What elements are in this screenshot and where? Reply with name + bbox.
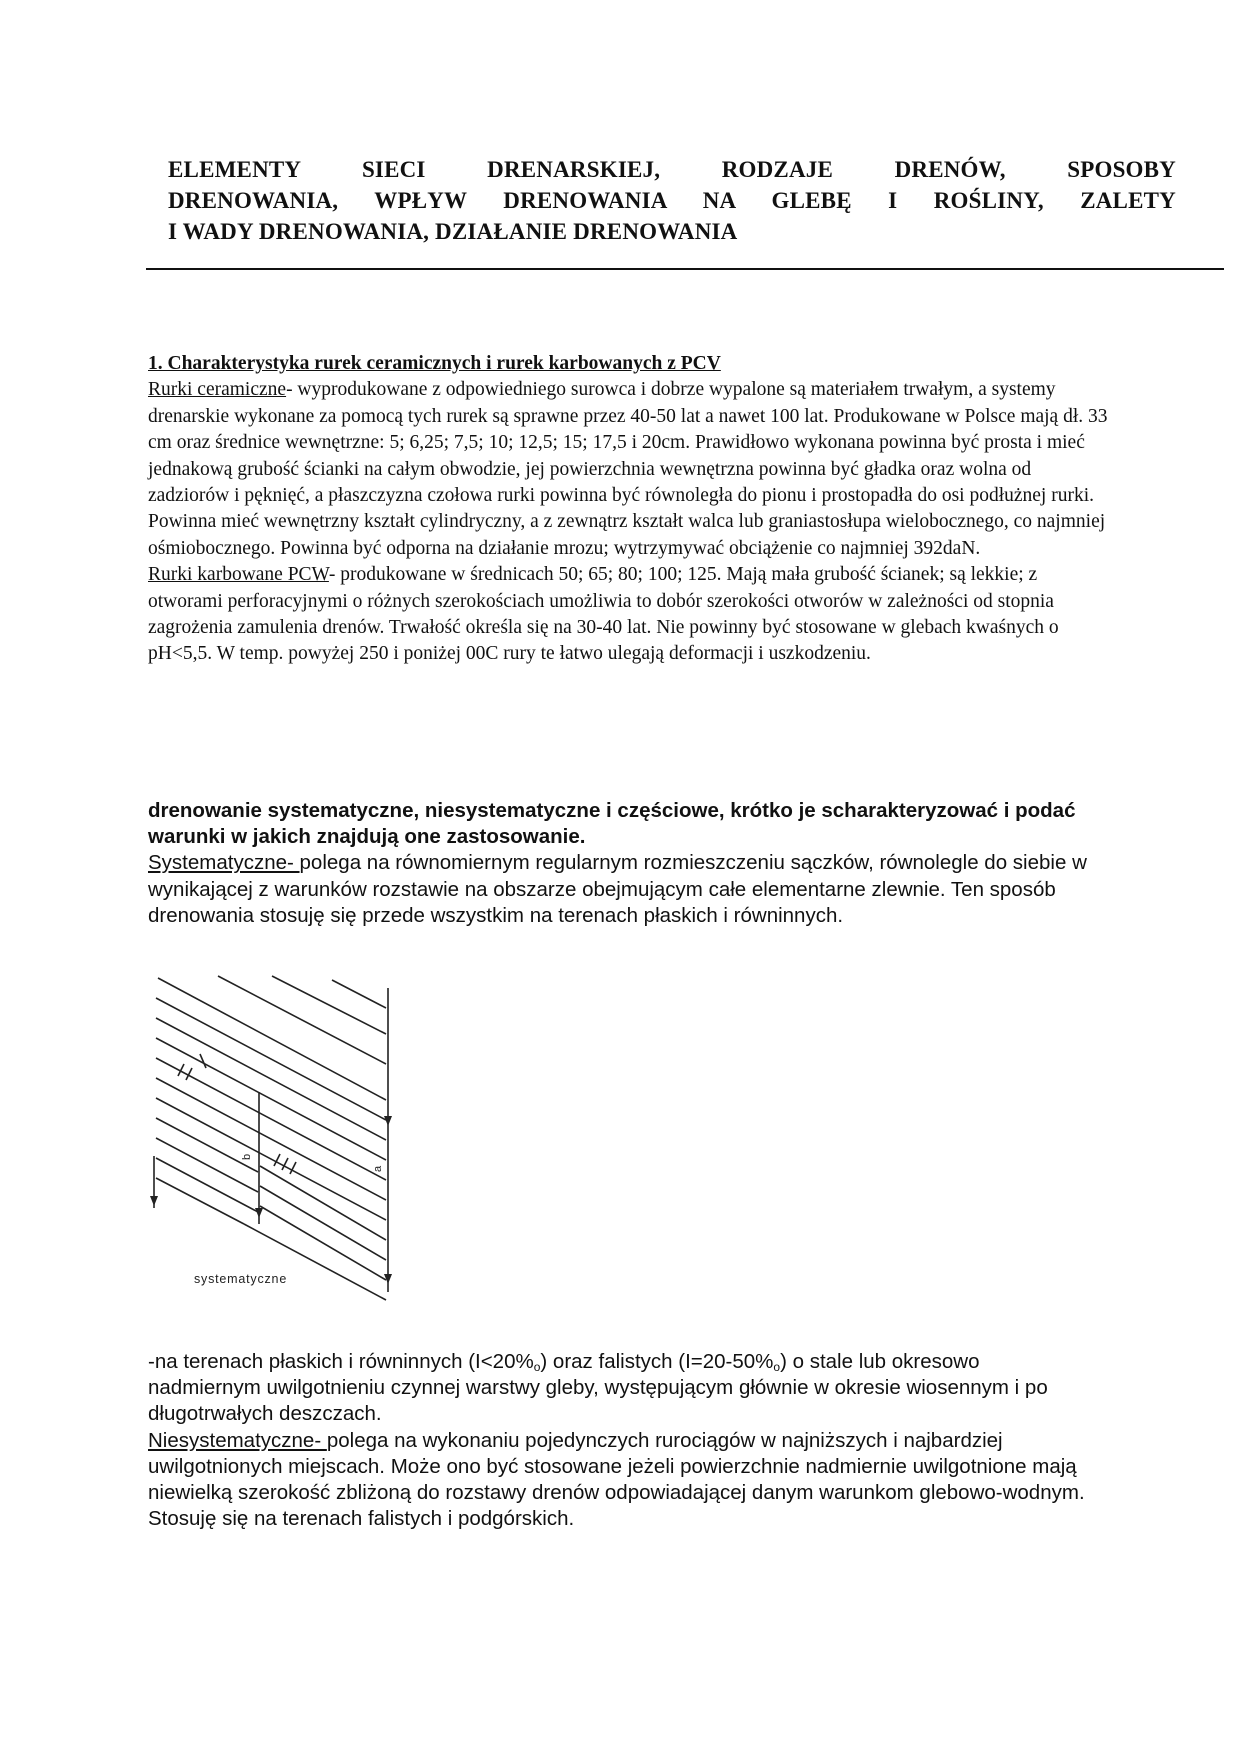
drainage-diagram <box>148 968 408 1318</box>
label-b: b <box>241 1153 253 1160</box>
arrow-down-1 <box>384 1116 392 1126</box>
pcw-term: Rurki karbowane PCW <box>148 564 329 586</box>
label-a: a <box>372 1165 384 1172</box>
systematic-term: Systematyczne- <box>148 851 300 875</box>
figure-caption: systematyczne <box>194 1272 288 1286</box>
systematic-drainage-figure <box>148 968 408 1318</box>
slope-text-3: ) o stale lub okresowo nadmiernym uwilgotnieniu czynnej warstwy gleby, występującym głównie w okresie wiosennym i po długotrwałych deszczach. <box>148 1350 1048 1426</box>
section-conditions <box>148 1349 1088 1532</box>
arrow-down-4 <box>150 1196 158 1206</box>
drainage-types-heading: drenowanie systematyczne, niesystematyczne i częściowe, krótko je scharakteryzować i podać warunki w jakich znajdują one zastosowanie. <box>148 799 1076 849</box>
nonsystematic-text: polega na wykonaniu pojedynczych rurociągów w najniższych i najbardziej uwilgotnionych miejscach. Może ono być stosowane jeżeli powierzchnie nadmiernie uwilgotnione mają niewielką szerokość zbliżoną do rozstawy drenów odpowiadającej danym warunkom glebowo-wodnym. Stosuję się na terenach falistych i podgórskich. <box>148 1428 1085 1531</box>
ceramic-term: Rurki ceramiczne <box>148 379 287 401</box>
section-pipes <box>148 351 1108 668</box>
ceramic-paragraph <box>148 377 1108 562</box>
pcw-paragraph <box>148 562 1108 668</box>
section-drainage-types <box>148 798 1088 929</box>
flow-arrows <box>150 1116 392 1284</box>
title-divider <box>146 268 1224 270</box>
section-pipes-heading: 1. Charakterystyka rurek ceramicznych i rurek karbowanych z PCV <box>148 353 721 374</box>
title-line-3: I WADY DRENOWANIA, DZIAŁANIE DRENOWANIA <box>168 219 738 244</box>
nonsystematic-term: Niesystematyczne- <box>148 1428 327 1452</box>
systematic-text: polega na równomiernym regularnym rozmieszczeniu sączków, równolegle do siebie w wynikającej z warunków rozstawie na obszarze obejmującym całe elementarne zlewnie. Ten sposób drenowania stosuję się przede wszystkim na terenach płaskich i równinnych. <box>148 851 1087 927</box>
ceramic-text: - wyprodukowane z odpowiedniego surowca i dobrze wypalone są materiałem trwałym, a systemy drenarskie wykonane za pomocą tych rurek są sprawne przez 40-50 lat a nawet 100 lat. Produkowane w Polsce mają dł. 33 cm oraz średnice wewnętrzne: 5; 6,25; 7,5; 10; 12,5; 15; 17,5 i 20cm. Prawidłowo wykonana powinna być prosta i mieć jednakową grubość ścianki na całym obwodzie, jej powierzchnia wewnętrzna powinna być gładka oraz wolna od zadziorów i pęknięć, a płaszczyzna czołowa rurki powinna być równoległa do pionu i prostopadła do osi podłużnej rurki. Powinna mieć wewnętrzny kształt cylindryczny, a z zewnątrz kształt walca lub graniastosłupa wielobocznego, co najmniej ośmiobocznego. Powinna być odporna na działanie mrozu; wytrzymywać obciążenie co najmniej 392daN. <box>148 379 1108 559</box>
document-title <box>168 154 1176 247</box>
permille-sub-2: o <box>773 1360 781 1374</box>
slope-text-1: -na terenach płaskich i równinnych (I<20% <box>148 1350 534 1373</box>
nonsystematic-paragraph <box>148 1428 1088 1533</box>
pcw-text: - produkowane w średnicach 50; 65; 80; 100; 125. Mają mała grubość ścianek; są lekkie; z otworami perforacyjnymi o różnych szerokościach umożliwia to dobór szerokości otworów w zależności od stopnia zagrożenia zamulenia drenów. Trwałość określa się na 30-40 lat. Nie powinny być stosowane w glebach kwaśnych o pH<5,5. W temp. powyżej 250 i poniżej 00C rury te łatwo ulegają deformacji i uszkodzeniu. <box>148 564 1059 665</box>
slope-text-2: ) oraz falistych (I=20-50% <box>540 1350 774 1373</box>
title-line-2: DRENOWANIA, WPŁYW DRENOWANIA NA GLEBĘ I ROŚLINY, ZALETY <box>168 188 1176 213</box>
slope-conditions-paragraph <box>148 1349 1088 1428</box>
arrow-down-2 <box>255 1208 263 1218</box>
title-line-1: ELEMENTY SIECI DRENARSKIEJ, RODZAJE DRENÓW, SPOSOBY <box>168 157 1176 182</box>
permille-sub-1: o <box>533 1360 541 1374</box>
systematic-paragraph <box>148 850 1088 929</box>
